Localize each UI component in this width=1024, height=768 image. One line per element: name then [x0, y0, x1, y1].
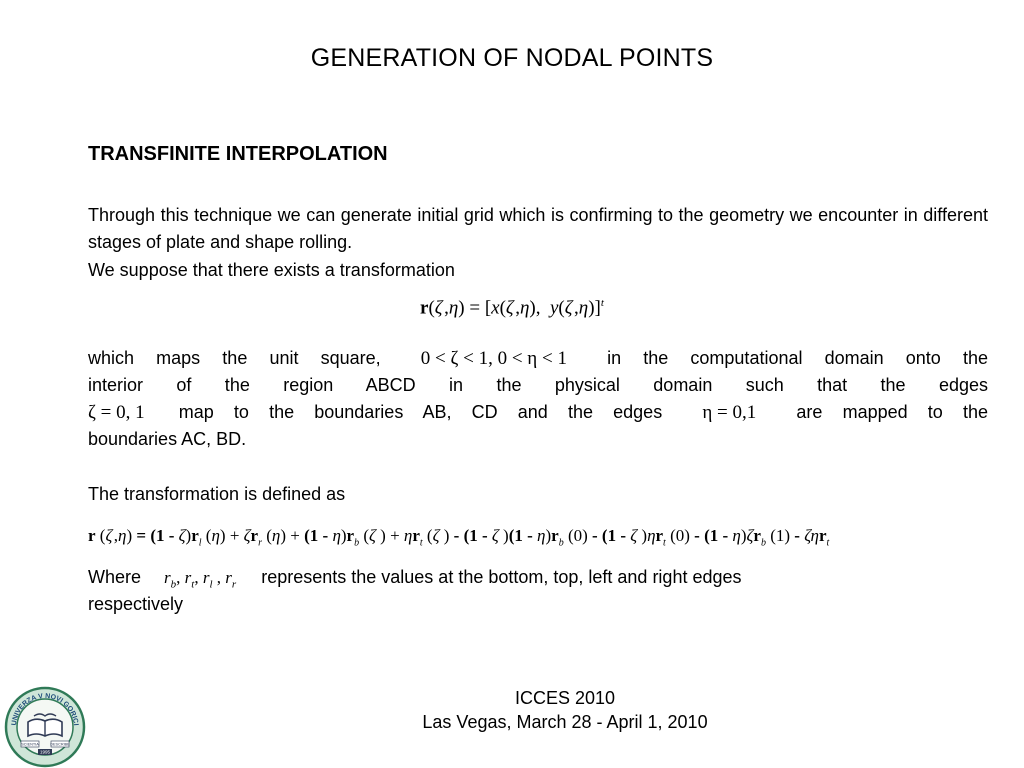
zeta-edges-equation: ζ = 0, 1 — [88, 402, 145, 423]
where-label: Where — [88, 567, 142, 587]
where-line — [88, 564, 742, 598]
maps-text-2: in the computational domain onto the — [607, 348, 988, 368]
eta-edges-equation: η = 0,1 — [702, 402, 757, 423]
university-seal-logo — [4, 686, 86, 768]
svg-text:1995: 1995 — [39, 749, 51, 755]
map-to-text: map to the boundaries AB, CD and the edges — [178, 402, 663, 422]
section-heading: TRANSFINITE INTERPOLATION — [88, 143, 388, 165]
interior-line: interior of the region ABCD in the physical domain such that the edges — [88, 375, 988, 395]
svg-text:SCIENTIA: SCIENTIA — [21, 742, 39, 747]
intro-paragraph: Through this technique we can generate initial grid which is confirming to the geometry we encounter in different stages of plate and shape rolling. — [88, 205, 988, 252]
maps-text-1: which maps the unit square, — [88, 348, 381, 368]
transformation-line: The transformation is defined as — [88, 484, 346, 504]
edges-line — [88, 399, 988, 426]
transformation-equation: r(ζ ,η) = [x(ζ ,η), y(ζ ,η)]$^t$ — [420, 297, 604, 319]
where-text: represents the values at the bottom, top, left and right edges — [261, 567, 742, 587]
footer-location-date: Las Vegas, March 28 - April 1, 2010 — [422, 712, 708, 732]
footer-conference: ICCES 2010 — [514, 688, 616, 708]
suppose-line: We suppose that there exists a transformation — [88, 260, 455, 280]
maps-line — [88, 345, 988, 372]
boundaries-line: boundaries AC, BD. — [88, 429, 247, 449]
mapped-to-text: are mapped to the — [796, 402, 988, 422]
transfinite-equation: r (ζ $,\eta) = (1 - \zeta)r_l$ $(\eta) + \zeta r_r$ $(\eta) + (1 - \eta)r_b$ (ζ ) + $\eta r_t$ (ζ ) - (1 - ζ )$(1 - \eta)r_b$ (0) - (1 - ζ )$\eta r_t$ $(0) - (1 - \eta)\zeta r_b$ (1) - ζηr$_t$ — [88, 526, 830, 549]
edge-vectors-equation: $r_b$, $r_t$, $r_l$ , $r_r$ — [164, 568, 237, 591]
unit-square-equation: 0 < ζ < 1, 0 < η < 1 — [420, 348, 567, 369]
slide-title: GENERATION OF NODAL POINTS — [310, 44, 714, 72]
svg-text:DESCRIBE: DESCRIBE — [50, 742, 70, 747]
svg-text:UNIVERZA V NOVI GORICI: UNIVERZA V NOVI GORICI — [10, 692, 79, 726]
respectively-line: respectively — [88, 594, 184, 614]
